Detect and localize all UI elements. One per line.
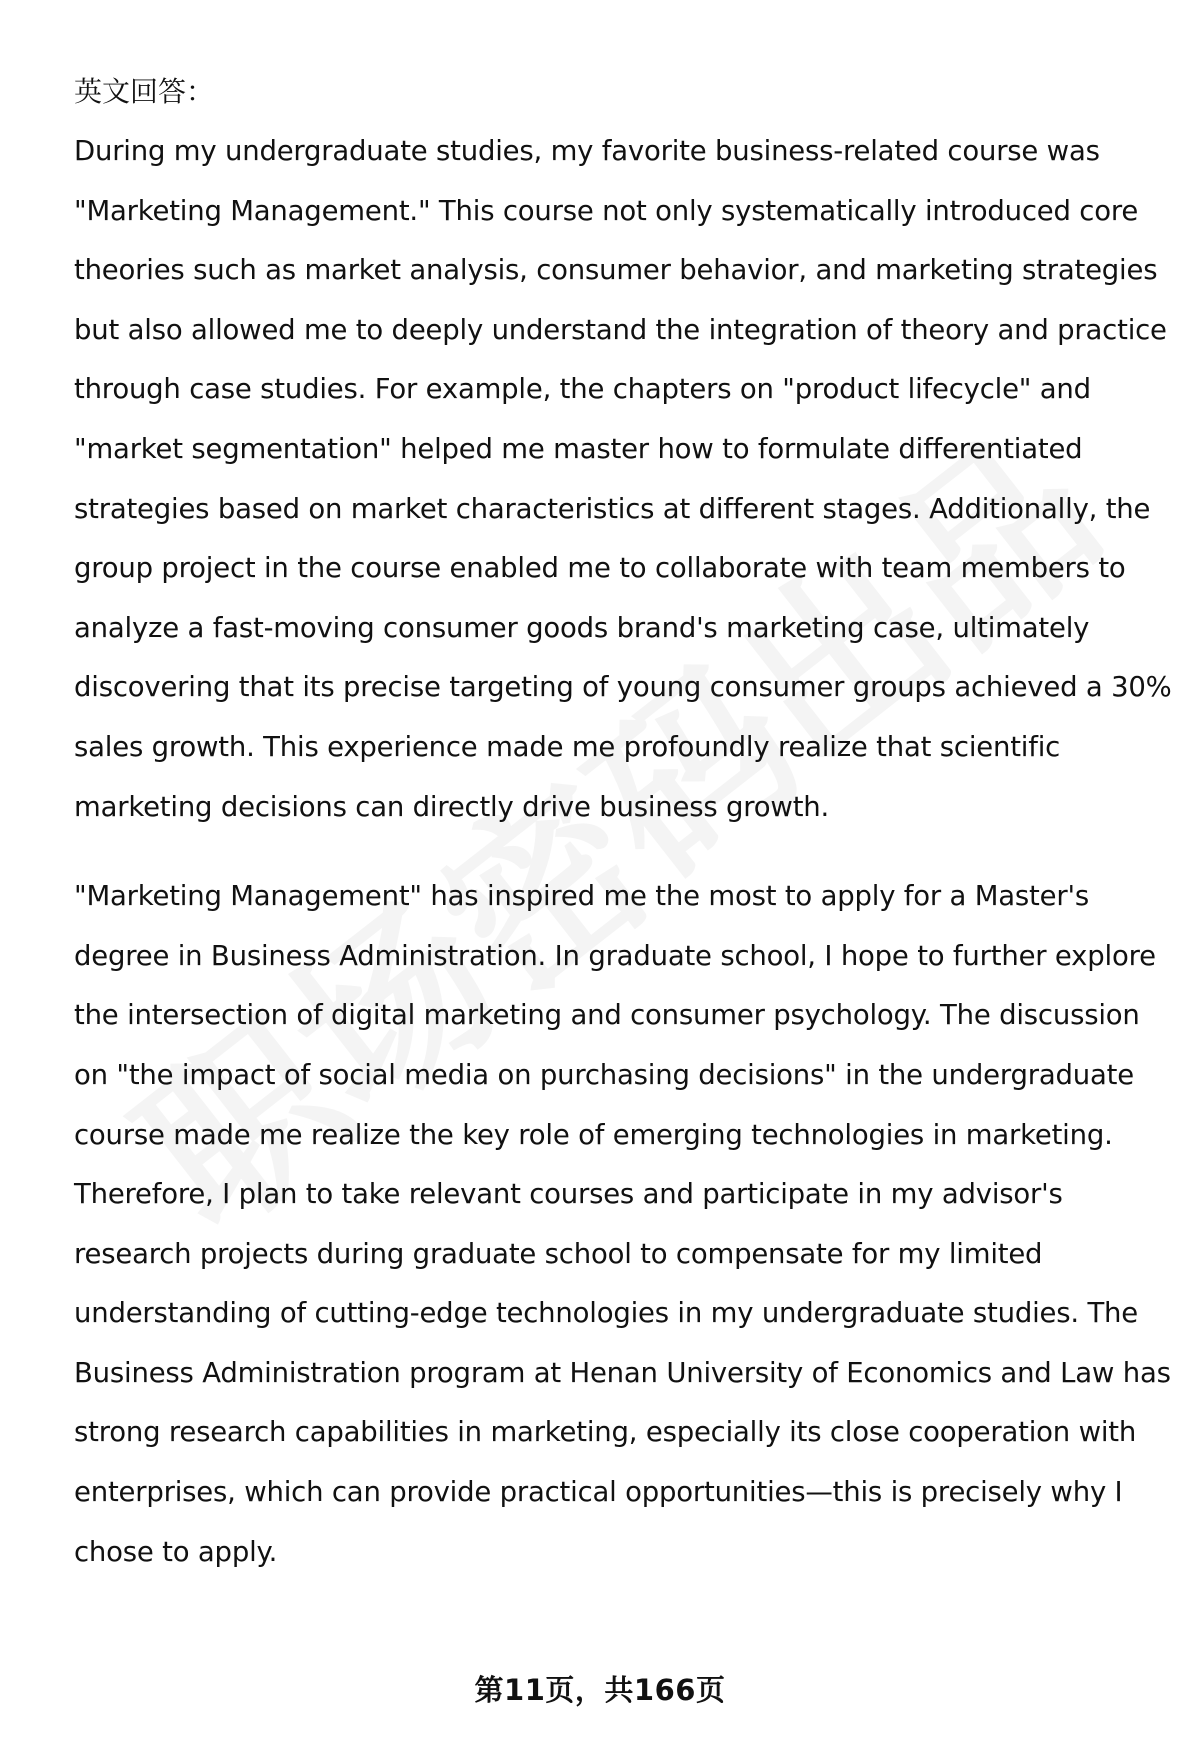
- paragraph-1: During my undergraduate studies, my favorite business-related course was "Marketing Management." This course not only systematically introduced core theories such as market analysis, consumer behavior, and marketing strategies but also allowed me to deeply understand the integration of theory and practice through case studies. For example, the chapters on "product lifecycle" and "market segmentation" helped me master how to formulate differentiated strategies based on market characteristics at different stages. Additionally, the group project in the course enabled me to collaborate with team members to analyze a fast-moving consumer goods brand's marketing case, ultimately discovering that its precise targeting of young consumer groups achieved a 30% sales growth. This experience made me profoundly realize that scientific marketing decisions can directly drive business growth.: [74, 135, 1172, 823]
- section-heading: 英文回答：: [74, 75, 215, 108]
- paragraph-2: "Marketing Management" has inspired me the most to apply for a Master's degree in Business Administration. In graduate school, I hope to further explore the intersection of digital marketing and consumer psychology. The discussion on "the impact of social media on purchasing decisions" in the undergraduate course made me realize the key role of emerging technologies in marketing. Therefore, I plan to take relevant courses and participate in my advisor's research projects during graduate school to compensate for my limited understanding of cutting-edge technologies in my undergraduate studies. The Business Administration program at Henan University of Economics and Law has strong research capabilities in marketing, especially its close cooperation with enterprises, which can provide practical opportunities—this is precisely why I chose to apply.: [74, 880, 1171, 1568]
- page-number: 第11页，共166页: [474, 1673, 726, 1707]
- document-body: [74, 62, 1174, 1582]
